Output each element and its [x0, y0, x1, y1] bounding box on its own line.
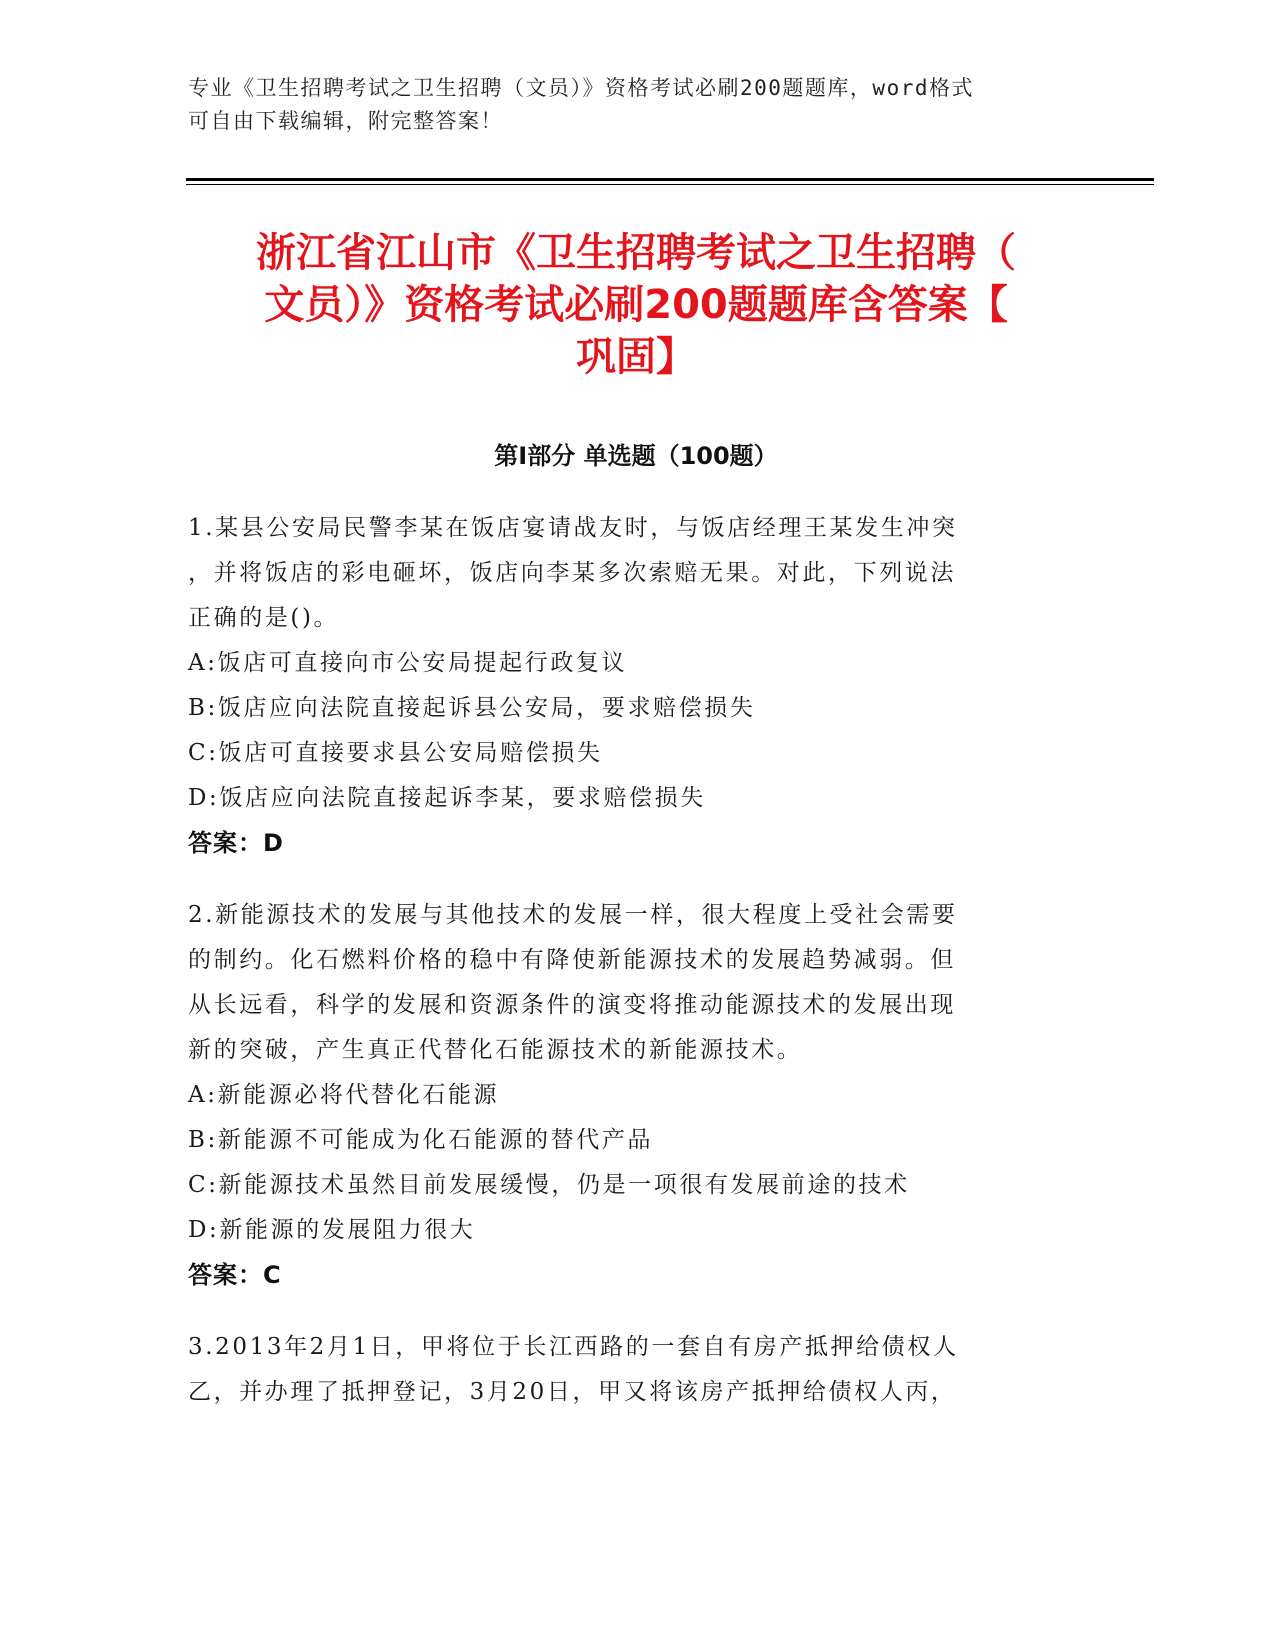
question-text-line: 3.2013年2月1日，甲将位于长江西路的一套自有房产抵押给债权人 — [188, 1334, 959, 1360]
question-2 — [188, 893, 1068, 1298]
header-note-line-1: 专业《卫生招聘考试之卫生招聘（文员）》资格考试必刷200题题库，word格式 — [188, 76, 974, 100]
option-c: C:新能源技术虽然目前发展缓慢，仍是一项很有发展前途的技术 — [188, 1172, 910, 1198]
answer: 答案：D — [188, 829, 284, 857]
header-note-line-2: 可自由下载编辑，附完整答案！ — [188, 109, 503, 133]
question-3 — [188, 1325, 1068, 1415]
option-b: B:新能源不可能成为化石能源的替代产品 — [188, 1127, 654, 1153]
option-a: A:饭店可直接向市公安局提起行政复议 — [188, 650, 628, 676]
title-line-1: 浙江省江山市《卫生招聘考试之卫生招聘（ — [256, 230, 1016, 276]
header-rule-thick — [186, 178, 1154, 181]
section-heading: 第Ⅰ部分 单选题（100题） — [494, 442, 778, 470]
title-line-3: 巩固】 — [576, 334, 696, 380]
header-rule-thin — [186, 184, 1154, 185]
option-d: D:饭店应向法院直接起诉李某，要求赔偿损失 — [188, 785, 706, 811]
question-text-line: 乙，并办理了抵押登记，3月20日，甲又将该房产抵押给债权人丙， — [188, 1379, 957, 1405]
option-b: B:饭店应向法院直接起诉县公安局，要求赔偿损失 — [188, 695, 756, 721]
document-title — [186, 227, 1086, 383]
question-text-line: ，并将饭店的彩电砸坏，饭店向李某多次索赔无果。对此，下列说法 — [188, 560, 956, 586]
option-c: C:饭店可直接要求县公安局赔偿损失 — [188, 740, 603, 766]
answer: 答案：C — [188, 1261, 282, 1289]
question-text-line: 从长远看，科学的发展和资源条件的演变将推动能源技术的发展出现 — [188, 992, 956, 1018]
option-d: D:新能源的发展阻力很大 — [188, 1217, 476, 1243]
header-note — [188, 72, 1068, 138]
question-text-line: 的制约。化石燃料价格的稳中有降使新能源技术的发展趋势减弱。但 — [188, 947, 956, 973]
question-text-line: 1.某县公安局民警李某在饭店宴请战友时，与饭店经理王某发生冲突 — [188, 515, 958, 541]
question-1 — [188, 506, 1068, 866]
title-line-2: 文员）》资格考试必刷200题题库含答案【 — [264, 282, 1008, 328]
question-text-line: 正确的是()。 — [188, 605, 340, 631]
question-text-line: 新的突破，产生真正代替化石能源技术的新能源技术。 — [188, 1037, 803, 1063]
question-text-line: 2.新能源技术的发展与其他技术的发展一样，很大程度上受社会需要 — [188, 902, 958, 928]
option-a: A:新能源必将代替化石能源 — [188, 1082, 500, 1108]
